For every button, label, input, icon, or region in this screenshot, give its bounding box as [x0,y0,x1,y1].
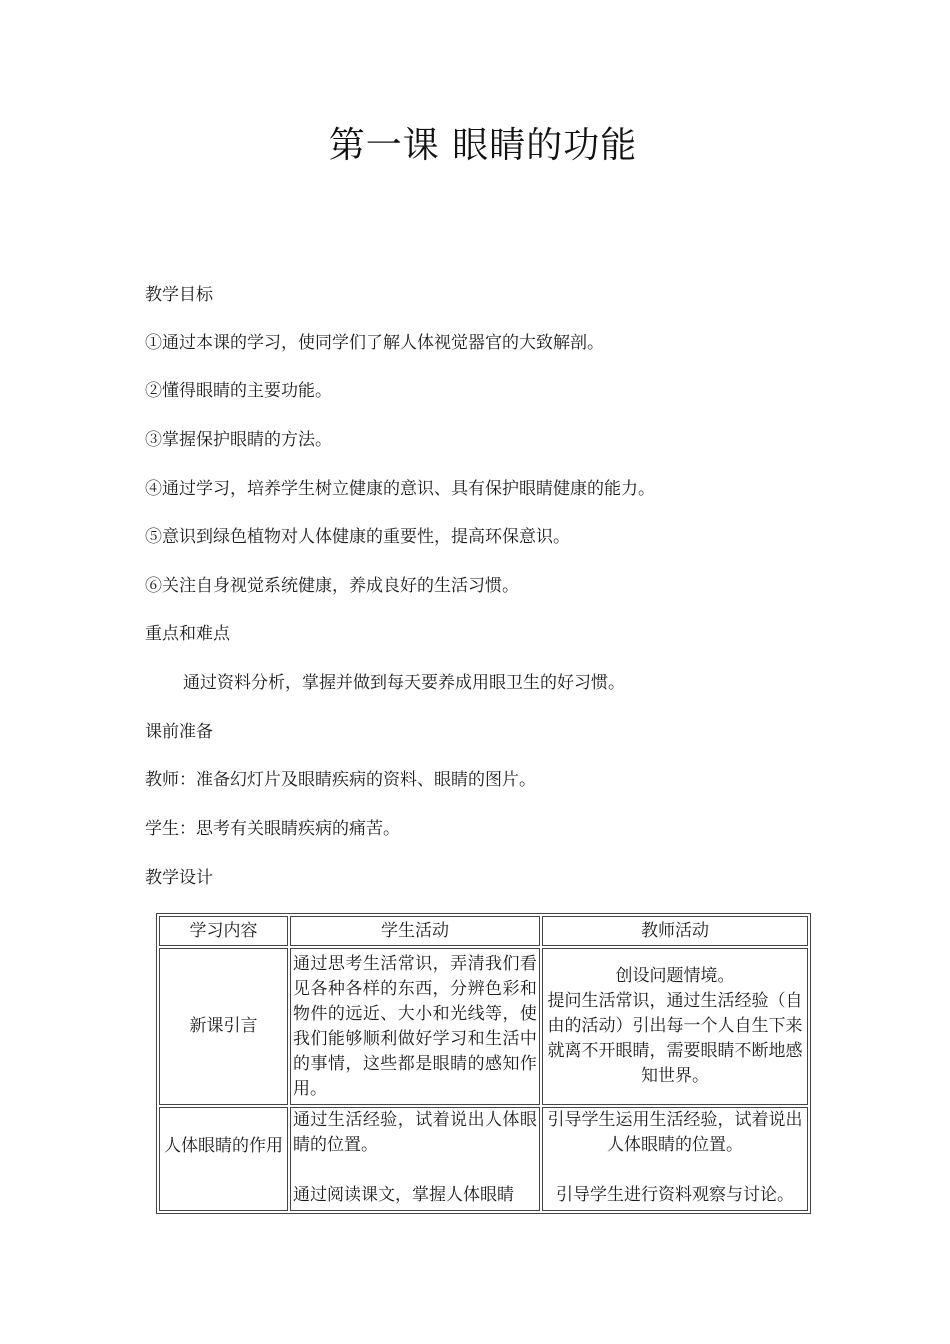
header-student: 学生活动 [290,916,540,946]
table-row [159,948,808,1105]
row1-teacher-line-1: 创设问题情境。 [615,966,735,986]
key-points-text: 通过资料分析，掌握并做到每天要养成用眼卫生的好习惯。 [183,673,625,693]
lesson-design-table [156,913,811,1214]
header-teacher: 教师活动 [542,916,808,946]
preparation-teacher: 教师：准备幻灯片及眼睛疾病的资料、眼睛的图片。 [145,770,536,790]
row2-content: 人体眼睛的作用 [159,1107,288,1211]
table-header-row [159,916,808,946]
row2-student-line-2: 通过阅读课文，掌握人体眼睛 [293,1185,514,1205]
header-content: 学习内容 [159,916,288,946]
row2-teacher-line-2: 引导学生进行资料观察与讨论。 [555,1185,794,1205]
row1-teacher-line-2: 提问生活常识，通过生活经验（自由的活动）引出每一个人自生下来就离不开眼睛，需要眼睛不断地感知世界。 [547,991,803,1086]
design-heading: 教学设计 [145,868,213,888]
goals-heading: 教学目标 [145,285,213,305]
row1-teacher [542,948,808,1105]
key-points-heading: 重点和难点 [145,624,230,644]
page-title: 第一课 眼睛的功能 [328,125,638,166]
row2-student [290,1107,540,1211]
goal-item-4: ④通过学习，培养学生树立健康的意识、具有保护眼睛健康的能力。 [145,479,655,499]
goal-item-5: ⑤意识到绿色植物对人体健康的重要性，提高环保意识。 [145,527,570,547]
goal-item-1: ①通过本课的学习，使同学们了解人体视觉器官的大致解剖。 [145,333,604,353]
goal-item-6: ⑥关注自身视觉系统健康，养成良好的生活习惯。 [145,576,519,596]
row1-content: 新课引言 [159,948,288,1105]
preparation-heading: 课前准备 [145,722,213,742]
row1-student: 通过思考生活常识，弄清我们看见各种各样的东西，分辨色彩和物件的远近、大小和光线等，使我们能够顺利做好学习和生活中的事情，这些都是眼睛的感知作用。 [290,948,540,1105]
row2-teacher-line-1: 引导学生运用生活经验，试着说出人体眼睛的位置。 [547,1110,803,1155]
table-row [159,1107,808,1211]
row2-student-line-1: 通过生活经验，试着说出人体眼睛的位置。 [293,1110,537,1155]
preparation-student: 学生：思考有关眼睛疾病的痛苦。 [145,819,400,839]
goal-item-3: ③掌握保护眼睛的方法。 [145,430,332,450]
row2-teacher [542,1107,808,1211]
goal-item-2: ②懂得眼睛的主要功能。 [145,381,332,401]
